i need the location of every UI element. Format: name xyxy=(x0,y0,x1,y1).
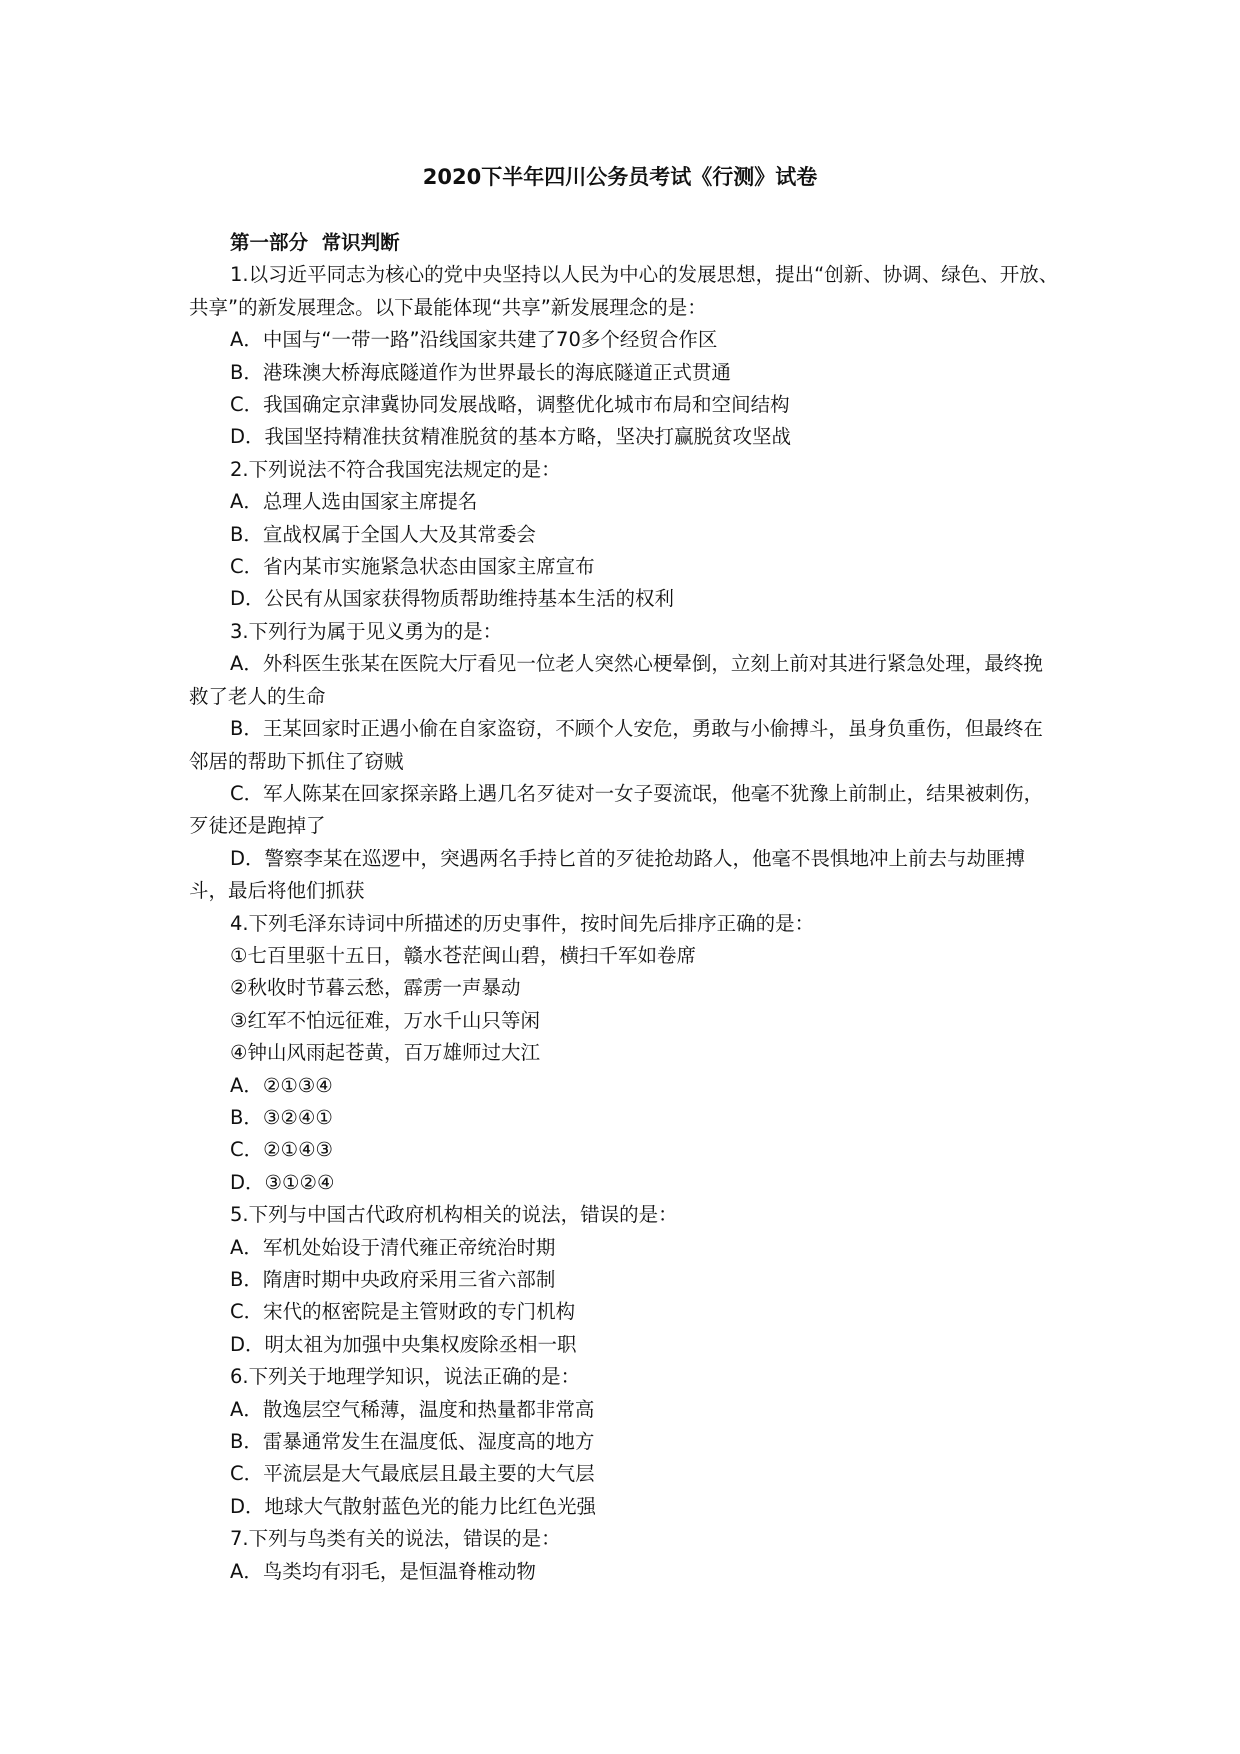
option-c: C．省内某市实施紧急状态由国家主席宣布 xyxy=(230,555,595,579)
question-2 xyxy=(189,454,1059,616)
option-a: A．散逸层空气稀薄，温度和热量都非常高 xyxy=(230,1397,595,1421)
section-heading: 第一部分 常识判断 xyxy=(230,231,400,254)
option-b: B．雷暴通常发生在温度低、湿度高的地方 xyxy=(230,1430,595,1454)
option-c: C．军人陈某在回家探亲路上遇几名歹徒对一女子耍流氓，他毫不犹豫上前制止，结果被刺伤，歹徒还是跑掉了 xyxy=(189,781,1044,838)
option-b: B．宣战权属于全国人大及其常委会 xyxy=(230,522,536,546)
option-a: A．外科医生张某在医院大厅看见一位老人突然心梗晕倒，立刻上前对其进行紧急处理，最终挽救了老人的生命 xyxy=(189,652,1043,708)
page-title: 2020下半年四川公务员考试《行测》试卷 xyxy=(422,165,818,189)
question-stem: 2.下列说法不符合我国宪法规定的是： xyxy=(230,457,561,481)
option-a: A．中国与“一带一路”沿线国家共建了70多个经贸合作区 xyxy=(230,328,718,352)
option-a: A．军机处始设于清代雍正帝统治时期 xyxy=(230,1235,556,1259)
option-d: D．公民有从国家获得物质帮助维持基本生活的权利 xyxy=(230,587,675,611)
question-stem: 3.下列行为属于见义勇为的是： xyxy=(230,619,503,643)
option-b: B．港珠澳大桥海底隧道作为世界最长的海底隧道正式贯通 xyxy=(230,360,731,384)
document-body xyxy=(189,227,1059,1588)
poem-item-3: ③红军不怕远征难，万水千山只等闲 xyxy=(230,1008,540,1032)
option-d: D．警察李某在巡逻中，突遇两名手持匕首的歹徒抢劫路人，他毫不畏惧地冲上前去与劫匪搏斗，最后将他们抓获 xyxy=(189,846,1026,903)
option-c: C．②①④③ xyxy=(230,1138,334,1162)
option-a: A．②①③④ xyxy=(230,1073,333,1097)
question-3 xyxy=(189,616,1059,908)
option-a: A．总理人选由国家主席提名 xyxy=(230,490,478,514)
option-c: C．平流层是大气最底层且最主要的大气层 xyxy=(230,1462,595,1486)
option-d: D．③①②④ xyxy=(230,1170,335,1194)
option-b: B．王某回家时正遇小偷在自家盗窃，不顾个人安危，勇敢与小偷搏斗，虽身负重伤，但最终在邻居的帮助下抓住了窃贼 xyxy=(189,717,1043,773)
option-c: C．我国确定京津冀协同发展战略，调整优化城市布局和空间结构 xyxy=(230,393,790,417)
option-c: C．宋代的枢密院是主管财政的专门机构 xyxy=(230,1300,576,1324)
question-stem: 1.以习近平同志为核心的党中央坚持以人民为中心的发展思想，提出“创新、协调、绿色、开放、共享”的新发展理念。以下最能体现“共享”新发展理念的是： xyxy=(189,263,1059,319)
question-stem: 7.下列与鸟类有关的说法，错误的是： xyxy=(230,1527,561,1551)
question-6 xyxy=(189,1361,1059,1523)
question-stem: 5.下列与中国古代政府机构相关的说法，错误的是： xyxy=(230,1203,678,1227)
question-stem: 6.下列关于地理学知识，说法正确的是： xyxy=(230,1365,581,1389)
poem-item-4: ④钟山风雨起苍黄，百万雄师过大江 xyxy=(230,1041,540,1065)
option-b: B．隋唐时期中央政府采用三省六部制 xyxy=(230,1268,556,1291)
poem-item-2: ②秋收时节暮云愁，霹雳一声暴动 xyxy=(230,976,521,1000)
option-d: D．明太祖为加强中央集权废除丞相一职 xyxy=(230,1332,577,1356)
option-b: B．③②④① xyxy=(230,1105,333,1129)
question-1 xyxy=(189,259,1059,453)
option-a: A．鸟类均有羽毛，是恒温脊椎动物 xyxy=(230,1559,536,1583)
option-d: D．地球大气散射蓝色光的能力比红色光强 xyxy=(230,1494,597,1518)
question-7 xyxy=(189,1523,1059,1588)
question-4 xyxy=(189,908,1059,1200)
question-stem: 4.下列毛泽东诗词中所描述的历史事件，按时间先后排序正确的是： xyxy=(230,911,815,935)
poem-item-1: ①七百里驱十五日，赣水苍茫闽山碧，横扫千军如卷席 xyxy=(230,943,696,967)
question-5 xyxy=(189,1199,1059,1361)
option-d: D．我国坚持精准扶贫精准脱贫的基本方略，坚决打赢脱贫攻坚战 xyxy=(230,425,792,449)
